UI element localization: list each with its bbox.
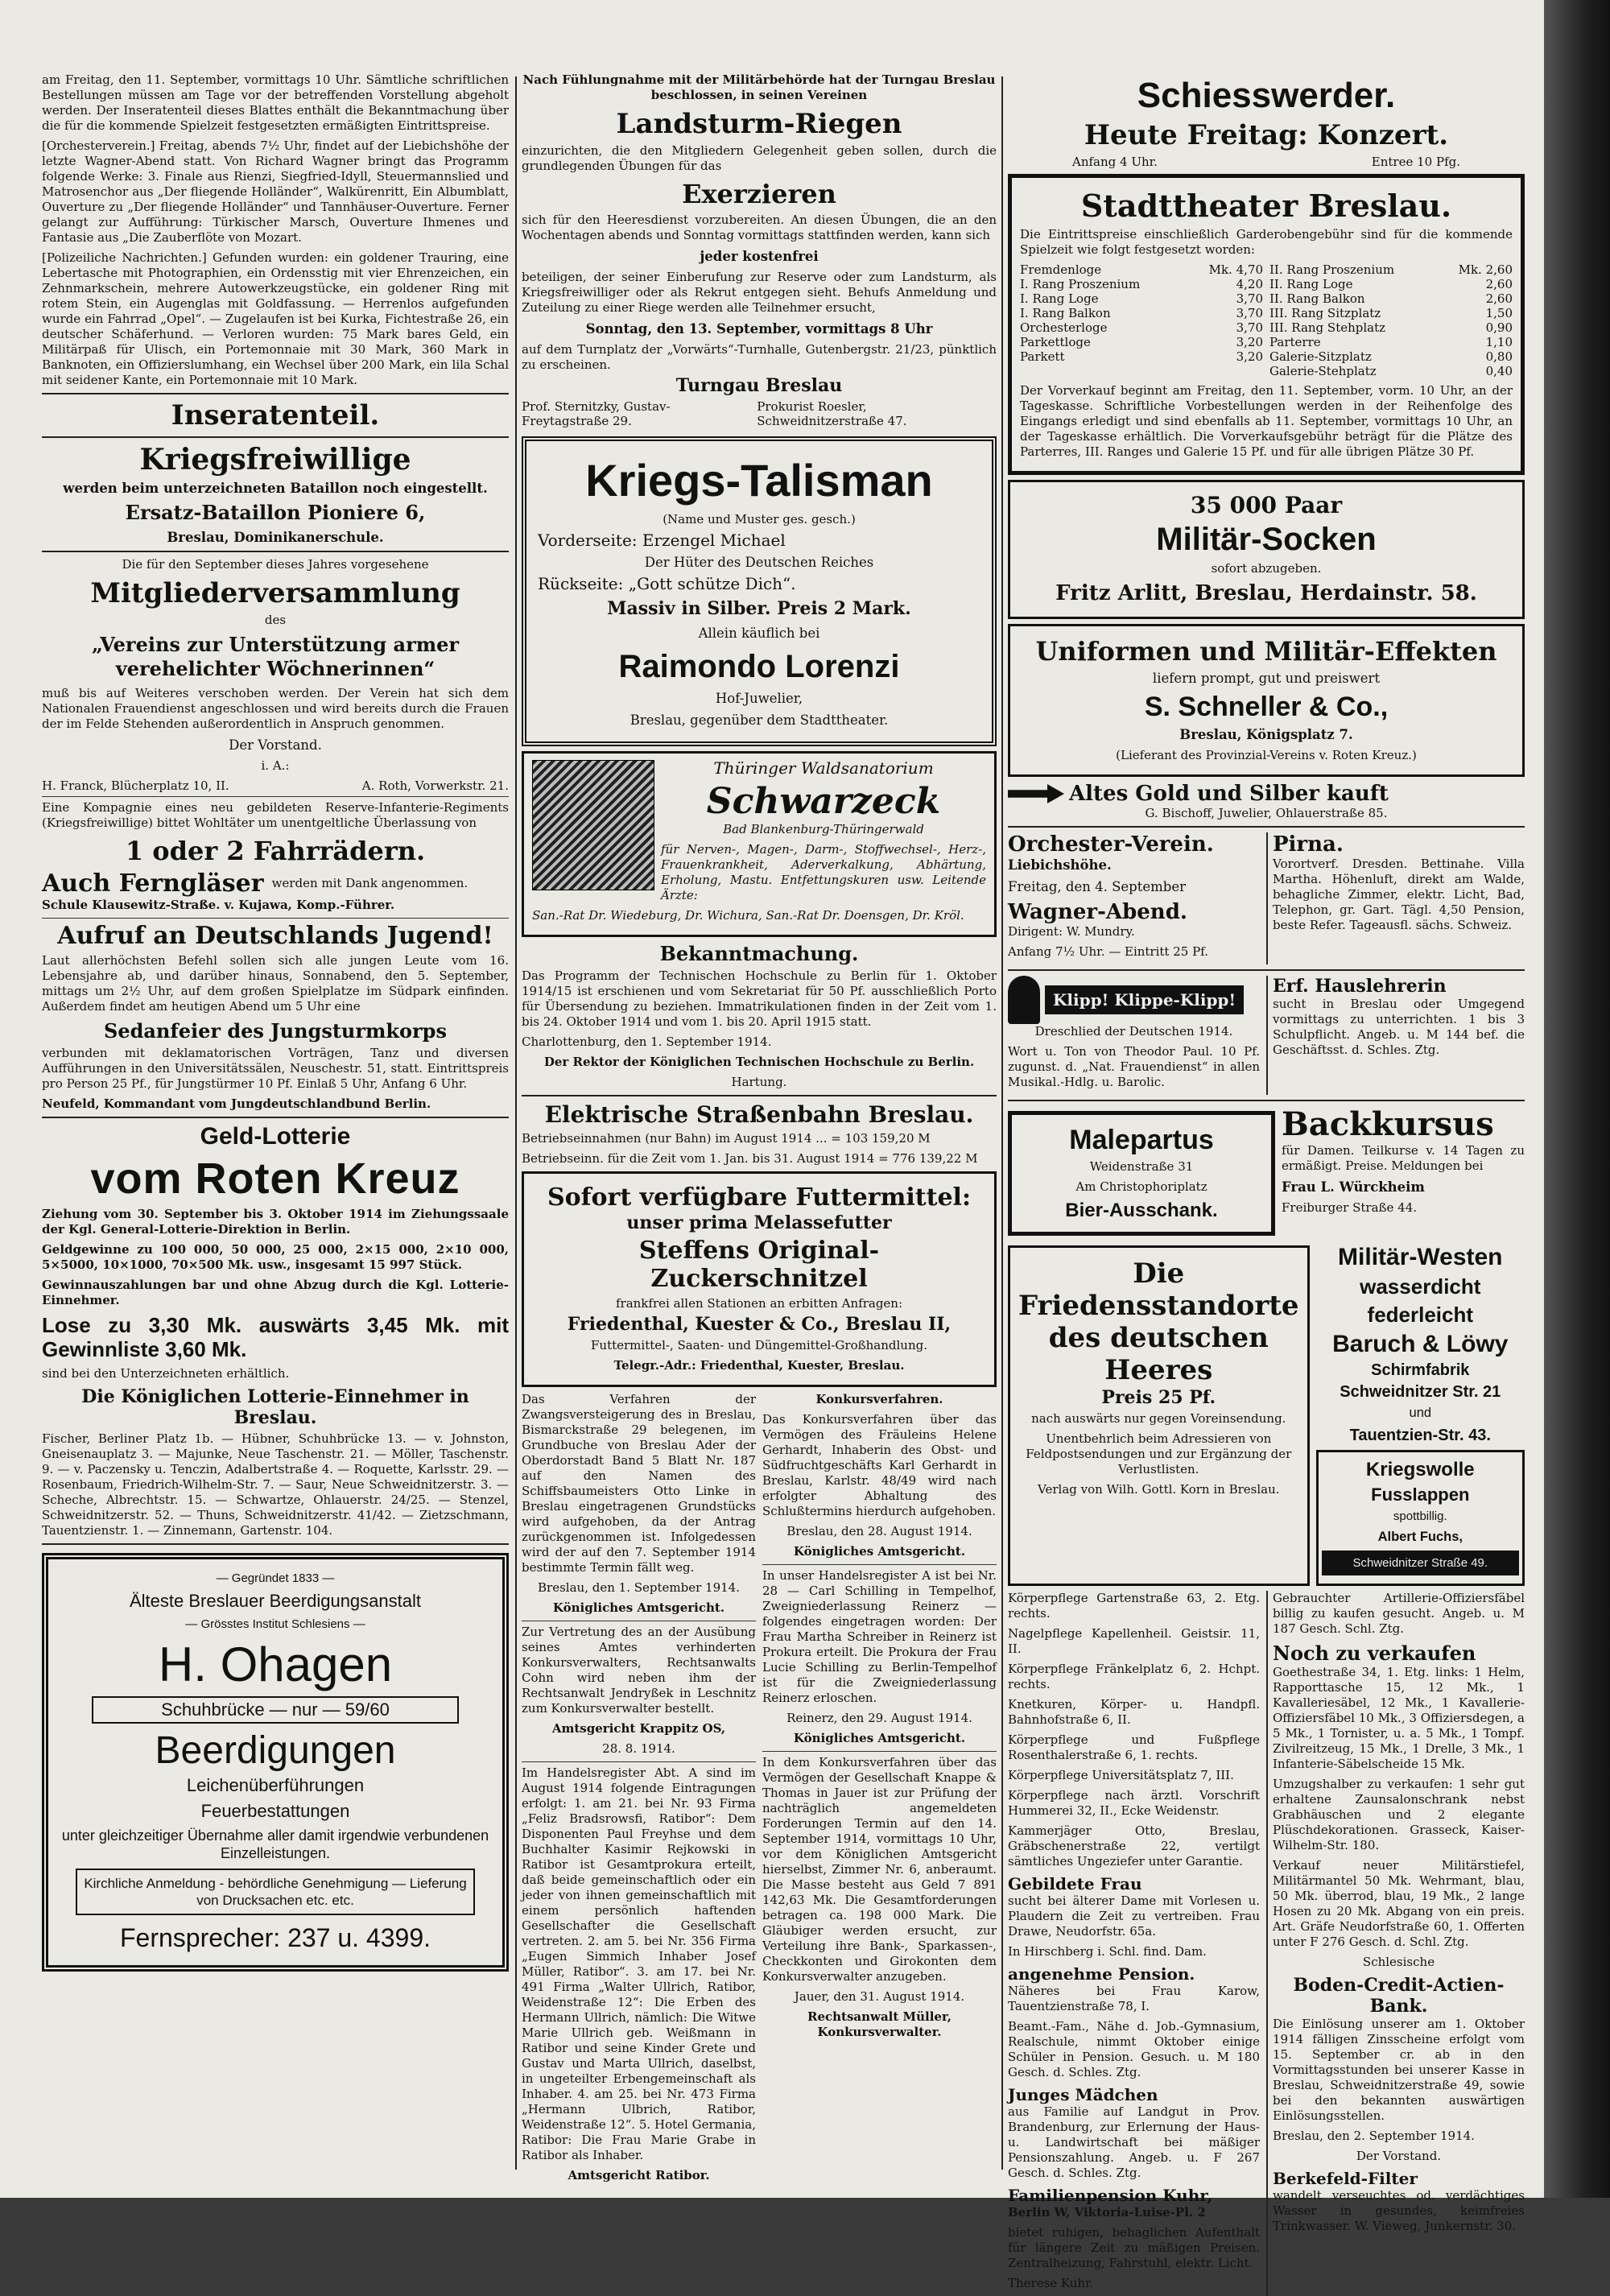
lamp-icon [1008, 976, 1040, 1024]
kompagnie-fernglaeser-note: werden mit Dank angenommen. [271, 876, 469, 890]
familienpension-sig: Therese Kuhr. [1008, 2276, 1094, 2290]
familienpension-addr: Berlin W, Viktoria-Luise-Pl. 2 [1008, 2205, 1206, 2220]
kriegsfreiwillige-line3: Breslau, Dominikanerschule. [167, 530, 384, 545]
talisman-sub: (Name und Muster ges. gesch.) [663, 512, 856, 527]
kompagnie-signature: Schule Klausewitz-Straße. v. Kujawa, Komp.-Führer. [42, 898, 395, 912]
price-label: II. Rang Balkon [1269, 291, 1365, 306]
mv-title: Mitgliederversammlung [90, 577, 460, 609]
kriegswolle-addr: Schweidnitzer Straße 49. [1322, 1551, 1519, 1575]
ohagen-leichen: Leichenüberführungen [186, 1775, 365, 1795]
mv-vorstand: Der Vorstand. [229, 737, 322, 753]
zwangsversteigerung-date: Breslau, den 1. September 1914. [538, 1580, 740, 1595]
konkurs-right-1: Das Konkursverfahren über das Vermögen des Fräuleins Helene Gerhardt, Inhaberin des Obst- und Südfruchtgeschäfts Karl Gerhardt in Breslau, Karlstr. 48/49 wird nach erfolgter Abhaltung des Schlußtermins hierdurch aufgehoben. [762, 1412, 997, 1518]
malepartus-addr: Weidenstraße 31 [1089, 1159, 1194, 1174]
hauslehrerin-title: Erf. Hauslehrerin [1273, 976, 1447, 997]
ohagen-line2: — Grösstes Institut Schlesiens — [185, 1617, 365, 1631]
familienpension-body: bietet ruhigen, behaglichen Aufenthalt für längere Zeit zu mäßigen Preisen. Zentralheizung, Fahrstuhl, elektr. Licht. [1008, 2225, 1260, 2270]
price-value: 3,70 [1236, 320, 1263, 335]
legal-notices [522, 1392, 997, 2188]
turngau-body: sich für den Heeresdienst vorzubereiten. An diesen Übungen, die an den Wochentagen abends und Sonntag vormittags stattfinden werden, kann sich [522, 213, 997, 242]
price-row [1269, 262, 1513, 277]
militaer-westen-und: und [1409, 1406, 1432, 1420]
price-value: 0,90 [1485, 320, 1513, 335]
price-value: 2,60 [1485, 277, 1513, 291]
schwarzeck-name: Schwarzeck [706, 781, 941, 822]
price-row [1269, 306, 1513, 320]
talisman-address: Breslau, gegenüber dem Stadttheater. [630, 712, 889, 728]
bcb-date: Breslau, den 2. September 1914. [1273, 2129, 1475, 2143]
mv-verein: „Vereins zur Unterstützung armer verehelichter Wöchnerinnen“ [91, 633, 460, 680]
ohagen-unter: unter gleichzeitiger Übernahme aller damit irgendwie verbundenen Einzelleistungen. [61, 1827, 489, 1861]
militaer-westen-addr2: Tauentzien-Str. 43. [1349, 1427, 1491, 1444]
konkurs-right-2-date: Jauer, den 31. August 1914. [794, 1989, 965, 2004]
bcb-title: Boden-Credit-Actien-Bank. [1293, 1975, 1505, 2017]
price-label: II. Rang Proszenium [1269, 262, 1395, 277]
price-row [1269, 364, 1513, 378]
bekanntmachung-body: Das Programm der Technischen Hochschule zu Berlin für 1. Oktober 1914/15 ist erschienen und vom Sekretariat für 50 Pf. ausschließlich Porto für Übersendung zu beziehen. Immatrikulationen finden in der Zeit vom 1. bis 24. Oktober 1914 und vom 1. bis 20. April 1915 statt. [522, 968, 997, 1029]
bcb-pre: Schlesische [1362, 1955, 1435, 1969]
uniformen-sub: liefern prompt, gut und preiswert [1152, 671, 1381, 686]
militaer-westen-sub2: federleicht [1367, 1303, 1474, 1327]
socken-line2: Militär-Socken [1156, 522, 1377, 557]
lotterie-ziehung: Ziehung vom 30. September bis 3. Oktober 1914 im Ziehungssaale der Kgl. General-Lotterie-Direktion in Berlin. [42, 1207, 509, 1237]
price-label: I. Rang Balkon [1020, 306, 1111, 320]
futtermittel-body: frankfrei allen Stationen an erbitten Anfragen: [615, 1296, 903, 1311]
price-value: 1,50 [1485, 306, 1513, 320]
price-row [1020, 335, 1263, 349]
koerperpflege-6: Körperpflege nach ärztl. Vorschrift Hummerei 32, II., Ecke Weidenstr. [1008, 1788, 1260, 1818]
price-label: Parterre [1269, 335, 1321, 349]
stadttheater-title: Stadttheater Breslau. [1080, 188, 1452, 224]
price-label: III. Rang Sitzplatz [1269, 306, 1381, 320]
kriegs-talisman-ad [522, 436, 997, 746]
handelsregister-left: Im Handelsregister Abt. A sind im August 1914 folgende Eintragungen erfolgt: 1. am 21. bei Nr. 93 Firma „Feliz Bradsrowsfi, Ratibor“: Dem Disponenten Paul Freyhse und dem Buchhalter Kasimir Rejkowski in Ratibor ist Gesamtprokura erteilt, daß beide gemeinschaftlich oder ein jeder von ihnen gemeinschaftlich mit einem persönlich haftenden Gesellschafter die Gesellschaft vertreten. 2. am 5. bei Nr. 356 Firma „Eugen Simmich Inhaber Josef Müller, Ratibor“. 3. am 17. bei Nr. 491 Firma „Walter Ullrich, Ratibor, Weidenstraße 12“: Die Erben des Hermann Ullrich, nämlich: Die Witwe Marie Ullrich geb. Weißmann in Ratibor und seine Kinder Grete und Gustav und Marta Ullrich, daselbst, in ungeteilter Erbengemeinschaft als Inhaber. 4. am 25. bei Nr. 473 Firma „Hermann Ulbrich, Ratibor, Weidenstraße 12“. 5. Hotel Germania, Ratibor: Die Frau Marie Grabe in Ratibor als Inhaber. [522, 1765, 756, 2162]
kriegswolle-title: Kriegswolle [1365, 1459, 1475, 1480]
turngau-sig-right: Prokurist Roesler, Schweidnitzerstraße 47. [757, 399, 907, 428]
handelsregister-right-court: Königliches Amtsgericht. [793, 1731, 966, 1745]
futtermittel-telegr: Telegr.-Adr.: Friedenthal, Kuester, Breslau. [613, 1358, 905, 1373]
koerperpflege-4: Körperpflege und Fußpflege Rosenthalerstraße 6, 1. rechts. [1008, 1732, 1260, 1762]
lotterie-einnehmer: Die Königlichen Lotterie-Einnehmer in Breslau. [81, 1386, 469, 1428]
malepartus-bier: Bier-Ausschank. [1065, 1200, 1218, 1221]
pointing-hand-icon [1008, 784, 1064, 803]
row-klipp-haus [1008, 976, 1525, 1095]
ohagen-ad [42, 1553, 509, 1972]
pension-title: angenehme Pension. [1008, 1964, 1195, 1984]
konkurs-left: Zur Vertretung des an der Ausübung seines Amtes verhinderten Konkursverwalters, Rechtsanwalts Cohn wird neben ihm der Rechtsanwalt Jendryßek in Leschnitz zum Konkursverwalter bestellt. [522, 1625, 756, 1716]
row-orchester-pirna [1008, 832, 1525, 964]
handelsregister-left-court: Amtsgericht Ratibor. [568, 2168, 710, 2182]
klipp-title: Klipp! Klippe-Klipp! [1045, 985, 1244, 1014]
schwarzeck-thueringer: Thüringer Waldsanatorium [713, 758, 934, 778]
lotterie-lose: Lose zu 3,30 Mk. auswärts 3,45 Mk. mit Gewinnliste 3,60 Mk. [42, 1313, 509, 1361]
uniformen-ad [1008, 624, 1525, 777]
friedensstandorte-verlag: Verlag von Wilh. Gottl. Korn in Breslau. [1038, 1482, 1280, 1497]
turngau-pre: Nach Fühlungnahme mit der Militärbehörde hat der Turngau Breslau beschlossen, in seinen Vereinen [522, 72, 996, 102]
bcb-sig: Der Vorstand. [1356, 2149, 1442, 2163]
turngau-title: Landsturm-Riegen [616, 108, 902, 140]
pirna-title: Pirna. [1273, 832, 1344, 857]
price-row [1020, 320, 1263, 335]
socken-line4: Fritz Arlitt, Breslau, Herdainstr. 58. [1055, 581, 1477, 605]
socken-line1: 35 000 Paar [1190, 492, 1343, 518]
sedanfeier-title: Sedanfeier des Jungsturmkorps [104, 1019, 447, 1043]
mv-signature-1: H. Franck, Blücherplatz 10, II. [42, 778, 229, 793]
konkurs-left-date: 28. 8. 1914. [602, 1741, 675, 1756]
price-value: 3,20 [1236, 349, 1263, 364]
price-value: 3,70 [1236, 291, 1263, 306]
hauslehrerin-body: sucht in Breslau oder Umgegend vormittags zu unterrichten. 1 bis 3 Schulpflicht. Angeb. u. M 144 bef. die Geschäftsst. d. Schles. Ztg. [1273, 997, 1525, 1057]
column-3 [1008, 72, 1525, 2296]
gebildete-frau-title: Gebildete Frau [1008, 1874, 1142, 1893]
schwarzeck-body: für Nerven-, Magen-, Darm-, Stoffwechsel-, Herz-, Frauenkrankheit, Aderverkalkung, Abhärtung, Erholung, Mastu. Entfettungskuren usw. Leitende Ärzte: [661, 842, 986, 902]
bekanntmachung-date: Charlottenburg, den 1. September 1914. [522, 1034, 772, 1049]
strassenbahn-title: Elektrische Straßenbahn Breslau. [544, 1101, 974, 1128]
ohagen-line1: Älteste Breslauer Beerdigungsanstalt [130, 1591, 421, 1611]
konkurs-right-1-date: Breslau, den 28. August 1914. [786, 1524, 972, 1538]
talisman-vorderseite: Vorderseite: Erzengel Michael [538, 531, 786, 550]
stadttheater-body: Der Vorverkauf beginnt am Freitag, den 11. September, vorm. 10 Uhr, an der Tageskasse. Schriftliche Vorbestellungen werden in der Reihenfolge des Eingangs erledigt und sind ebenfalls ab 11. September, vormittags 10 Uhr, an der Tageskasse erhältlich. Die Vorverkaufsgebühr beträgt für die Plätze des Parterres, III. Ranges und Galerie 15 Pf. und für alle übrigen Plätze 30 Pf. [1020, 383, 1513, 459]
koerperpflege-5: Körperpflege Universitätsplatz 7, III. [1008, 1768, 1234, 1782]
talisman-hof: Hof-Juwelier, [715, 691, 803, 706]
intro-text: am Freitag, den 11. September, vormittags 10 Uhr. Sämtliche schriftlichen Bestellungen müssen am Tage vor der betreffenden Vorstellung abgeholt werden. Der Inseratenteil dieses Blattes enthält die Bekanntmachung über die für die kommende Spielzeit festgesetzten ermäßigten Eintrittspreise. [42, 72, 509, 133]
kriegsfreiwillige-line1: werden beim unterzeichneten Bataillon noch eingestellt. [63, 481, 488, 496]
price-value: 3,20 [1236, 335, 1263, 349]
price-row [1020, 291, 1263, 306]
aufruf-title: Aufruf an Deutschlands Jugend! [57, 922, 493, 950]
forest-illustration [532, 760, 654, 890]
schiesswerder-title: Schiesswerder. [1137, 76, 1396, 115]
talisman-hueter: Der Hüter des Deutschen Reiches [644, 555, 874, 570]
sedanfeier-signature: Neufeld, Kommandant vom Jungdeutschlandbund Berlin. [42, 1096, 431, 1111]
backkursus-addr: Freiburger Straße 44. [1282, 1200, 1418, 1215]
price-label: III. Rang Stehplatz [1269, 320, 1386, 335]
koerperpflege-1: Körperpflege Gartenstraße 63, 2. Etg. rechts. [1008, 1591, 1260, 1621]
friedensstandorte-body: Unentbehrlich beim Adressieren von Feldpostsendungen und zur Ergänzung der Verlustlisten. [1026, 1431, 1292, 1476]
prices-right [1269, 262, 1513, 378]
futtermittel-title: Sofort verfügbare Futtermittel: [547, 1183, 972, 1212]
gold-title: Altes Gold und Silber kauft [1069, 782, 1389, 806]
junges-maedchen-body: aus Familie auf Landgut in Prov. Brandenburg, zur Erlernung der Haus- u. Landwirtschaft bei mäßiger Pensionszahlung. Angeb. u. F 267 Gesch. d. Schles. Ztg. [1008, 2104, 1260, 2180]
price-value: 4,20 [1236, 277, 1263, 291]
gold-sub: G. Bischoff, Juwelier, Ohlauerstraße 85. [1145, 806, 1388, 820]
koerperpflege-1b: Nagelpflege Kapellenheil. Geistsir. 11, II. [1008, 1626, 1260, 1656]
price-label: I. Rang Loge [1020, 291, 1099, 306]
lotterie-title-1: Geld-Lotterie [200, 1123, 351, 1150]
gold-ad [1008, 782, 1525, 806]
konkurs-right-2-sig: Rechtsanwalt Müller, Konkursverwalter. [807, 2009, 952, 2039]
talisman-name: Raimondo Lorenzi [618, 649, 900, 684]
row-classifieds [1008, 1591, 1525, 2296]
schwarzeck-doctors: San.-Rat Dr. Wiedeburg, Dr. Wichura, San.-Rat Dr. Doensgen, Dr. Kröl. [532, 908, 964, 923]
kriegswolle-spott: spottbillig. [1393, 1509, 1447, 1523]
klipp-body: Wort u. Ton von Theodor Paul. 10 Pf. zugunst. d. „Nat. Frauendienst“ in allen Musikal.-Hdlg. u. Barolic. [1008, 1044, 1260, 1089]
turngau-place: auf dem Turnplatz der „Vorwärts“-Turnhalle, Gutenbergstr. 21/23, pünktlich zu erscheinen. [522, 342, 997, 372]
price-row [1020, 306, 1263, 320]
price-row [1269, 320, 1513, 335]
umzugshalber: Umzugshalber zu verkaufen: 1 sehr gut erhaltene Zaunsalonschrank nebst Grabhäuschen und 2 elegante Plüschdekorationen. Grasseck, Kaiser-Wilhelm-Str. 180. [1273, 1777, 1525, 1852]
zwangsversteigerung: Das Verfahren der Zwangsversteigerung des in Breslau, Bismarckstraße 29 belegenen, im Grundbuche von Breslau Ader der Oberdorstadt Band 5 Blatt Nr. 187 auf den Namen des Schiffsbaumeisters Otto Linke in Breslau eingetragenen Grundstücks wird aufgehoben, da der Antrag zurückgenommen ist. Infolgedessen wird der auf den 7. September 1914 bestimmte Termin fällt weg. [522, 1392, 756, 1575]
row-male-back [1008, 1106, 1525, 1241]
price-value: 0,40 [1485, 364, 1513, 378]
strassenbahn-line1: Betriebseinnahmen (nur Bahn) im August 1914 ... = 103 159,20 M [522, 1131, 931, 1146]
ov-anfang: Anfang 7½ Uhr. — Eintritt 25 Pf. [1008, 944, 1208, 959]
pension-pre: In Hirschberg i. Schl. find. Dam. [1008, 1944, 1207, 1959]
aufruf-body: Laut allerhöchsten Befehl sollen sich alle jungen Leute vom 16. Lebensjahre ab, und darüber hinaus, Sonnabend, den 5. September, mittags um 2½ Uhr, auf dem großen Spielplatze im Südpark einfinden. Außerdem findet am heutigen Abend um 5 Uhr eine [42, 953, 509, 1014]
price-value: Mk. 4,70 [1208, 262, 1263, 277]
turngau-sig-left: Prof. Sternitzky, Gustav-Freytagstraße 29. [522, 399, 671, 428]
column-2 [522, 72, 997, 2188]
talisman-massiv: Massiv in Silber. Preis 2 Mark. [607, 598, 911, 619]
futtermittel-firm: Friedenthal, Kuester & Co., Breslau II, [567, 1314, 952, 1335]
schwarzeck-ad [522, 751, 997, 937]
ohagen-beerdigungen: Beerdigungen [155, 1729, 396, 1772]
militaer-westen-title: Militär-Westen [1338, 1244, 1503, 1270]
page-gutter [1544, 0, 1610, 2198]
pirna-body: Vorortverf. Dresden. Bettinahe. Villa Martha. Höhenluft, direkt am Walde, behagliche Zimmer, elektr. Licht, Bad, Telephon, gr. Gart. Tägl. 4,50 Pension, beste Refer. Tageausfl. sächs. Schweiz. [1273, 857, 1525, 932]
column-rule-2 [1001, 76, 1003, 2170]
noch-zu-verkaufen-body: Goethestraße 34, 1. Etg. links: 1 Helm, Rapporttasche 15, 12 Mk., 1 Kavalleriesäbel, 12 Mk., 1 Kavallerie-Offiziersfäbel 10 Mk., 3 Offiziersdegen, a 5 Mk., 1 Tornister, u. a. 5 Mk., 1 Tompf. Zivilreitzeug, 15 Mk., 1 Drelle, 3 Mk., 1 Infanterie-Säbelscheide 15 Mk. [1273, 1665, 1525, 1771]
price-row [1020, 349, 1263, 364]
uniformen-note: (Lieferant des Provinzial-Vereins v. Roten Kreuz.) [1116, 748, 1417, 762]
ov-dir: Dirigent: W. Mundry. [1008, 924, 1135, 939]
price-label: I. Rang Proszenium [1020, 277, 1141, 291]
price-value: 0,80 [1485, 349, 1513, 364]
kriegswolle-name: Albert Fuchs, [1377, 1530, 1463, 1544]
friedensstandorte-preis: Preis 25 Pf. [1101, 1387, 1216, 1408]
gebildete-frau-body: sucht bei älterer Dame mit Vorlesen u. Plaudern die Zeit zu vertreiben. Frau Drawe, Neudorfstr. 65a. [1008, 1893, 1260, 1939]
handelsregister-right: In unser Handelsregister A ist bei Nr. 28 — Carl Schilling in Tempelhof, Zweigniederlassung Reinerz — folgendes eingetragen worden: Der Frau Martha Schreiber in Reinerz ist Prokura erteilt. Die Prokura der Frau Lucie Schilling zu Berlin-Tempelhof ist für die Zweigniederlassung Reinerz erloschen. [762, 1568, 997, 1705]
militaer-westen-firm2: Schirmfabrik [1371, 1361, 1470, 1379]
lotterie-title-2: vom Roten Kreuz [90, 1154, 460, 1203]
schiesswerder-heute: Heute Freitag: Konzert. [1084, 119, 1449, 151]
talisman-allein: Allein käuflich bei [698, 626, 820, 641]
backkursus-title: Backkursus [1282, 1105, 1494, 1143]
malepartus-name: Malepartus [1069, 1125, 1214, 1155]
futtermittel-firm2: Futtermittel-, Saaten- und Düngemittel-Großhandlung. [591, 1338, 927, 1352]
stadttheater-intro: Die Eintrittspreise einschließlich Garderobengebühr sind für die kommende Spielzeit wie folgt festgesetzt worden: [1020, 227, 1513, 257]
konkurs-left-court: Amtsgericht Krappitz OS, [551, 1721, 726, 1736]
price-label: Parkettloge [1020, 335, 1091, 349]
price-row [1269, 335, 1513, 349]
price-value: 3,70 [1236, 306, 1263, 320]
polizei-notice: [Polizeiliche Nachrichten.] Gefunden wurden: ein goldener Trauring, eine Lebertasche mit Photographien, ein Ordensstig mit vier Ehrenzeichen, ein Zehnmarkschein, mehrere Autowerkzeugstücke, ein goldener Ring mit rotem Stein, ein Augenglas mit Goldfassung. — Herrenlos aufgefunden wurde ein Fahrrad „Opel“. — Zugelaufen ist bei Kurka, Fichtestraße 26, ein deutscher Schäferhund. — Verloren wurden: 75 Mark bares Geld, ein Militärpaß für Ulisch, ein Portemonnaie mit 30 Mark, 360 Mark in Banknoten, ein Offizierslumhang, ein Wechsel über 200 Mark, ein lila Schal mit seidener Kante, ein Portemonnaie mit 10 Mark. [42, 250, 509, 387]
koerperpflege-3: Knetkuren, Körper- u. Handpfl. Bahnhofstraße 6, II. [1008, 1697, 1260, 1727]
price-label: Orchesterloge [1020, 320, 1108, 335]
koerperpflege-2: Körperpflege Fränkelplatz 6, 2. Hchpt. rechts. [1008, 1662, 1260, 1691]
berkefeld-title: Berkefeld-Filter [1273, 2169, 1418, 2188]
talisman-rueckseite: Rückseite: „Gott schütze Dich“. [538, 574, 796, 593]
lotterie-auszahlung: Gewinnauszahlungen bar und ohne Abzug durch die Kgl. Lotterie-Einnehmer. [42, 1278, 509, 1307]
backkursus-name: Frau L. Würckheim [1282, 1179, 1425, 1195]
beamten-pension: Beamt.-Fam., Nähe d. Job.-Gymnasium, Realschule, nimmt Oktober einige Schüler in Pension. Gesuch. u. M 180 Gesch. d. Schles. Ztg. [1008, 2019, 1260, 2079]
konkurs-right-1-court: Königliches Amtsgericht. [793, 1544, 966, 1559]
konkurs-right-2: In dem Konkursverfahren über das Vermögen der Gesellschaft Knappe & Thomas in Jauer ist zur Prüfung der nachträglich angemeldeten Forderungen Termin auf den 14. September 1914, vormittags 10 Uhr, vor dem Königlichen Amtsgericht hierselbst, Zimmer Nr. 6, anberaumt. Die Masse besteht aus Geld 7 891 142,63 Mk. Die Gesamtforderungen betragen ca. 198 000 Mark. Die Gläubiger werden ersucht, zur Verteilung ihre Bank-, Sparkassen-, Checkkonten und Girokonten dem Konkursverwalter anzugeben. [762, 1755, 997, 1984]
uniformen-title: Uniformen und Militär-Effekten [1035, 636, 1497, 667]
price-label: Fremdenloge [1020, 262, 1102, 277]
bekanntmachung-rektor: Der Rektor der Königlichen Technischen Hochschule zu Berlin. [543, 1055, 975, 1069]
talisman-title: Kriegs-Talisman [585, 455, 933, 506]
ohagen-address: Schuhbrücke — nur — 59/60 [92, 1696, 459, 1724]
bekanntmachung-title: Bekanntmachung. [659, 942, 859, 965]
offizierssaebel: Gebrauchter Artillerie-Offiziersfäbel billig zu kaufen gesucht. Angeb. u. M 187 Gesch. Schl. Ztg. [1273, 1591, 1525, 1636]
futtermittel-sub: unser prima Melassefutter [626, 1212, 892, 1233]
bcb-body: Die Einlösung unserer am 1. Oktober 1914 fälligen Zinsscheine erfolgt vom 15. September cr. ab in den Vormittagsstunden bei unserer Kasse in Breslau, Schweidnitzerstraße 49, sowie bei den bekannten auswärtigen Einlösungsstellen. [1273, 2017, 1525, 2123]
zwangsversteigerung-court: Königliches Amtsgericht. [552, 1600, 725, 1615]
schwarzeck-ort: Bad Blankenburg-Thüringerwald [723, 822, 924, 836]
strassenbahn-line2: Betriebseinn. für die Zeit vom 1. Jan. bis 31. August 1914 = 776 139,22 M [522, 1151, 978, 1166]
junges-maedchen-title: Junges Mädchen [1008, 2085, 1158, 2104]
mv-body: muß bis auf Weiteres verschoben werden. Der Verein hat sich dem Nationalen Frauendienst angeschlossen und wird bereits durch die Frauen der im Felde Stehenden außerordentlich in Anspruch genommen. [42, 686, 509, 731]
ohagen-gegruendet: — Gegründet 1833 — [216, 1571, 335, 1585]
price-label: Galerie-Stehplatz [1269, 364, 1377, 378]
militaer-westen-sub1: wasserdicht [1360, 1274, 1481, 1299]
kammerjaeger: Kammerjäger Otto, Breslau, Gräbschenerstraße 22, vertilgt sämtliches Ungeziefer unter Garantie. [1008, 1823, 1260, 1869]
militaer-westen-firm: Baruch & Löwy [1332, 1331, 1509, 1357]
friedensstandorte-note: nach auswärts nur gegen Voreinsendung. [1031, 1411, 1286, 1426]
inseratenteil-heading: Inseratenteil. [171, 399, 380, 432]
ohagen-name: H. Ohagen [158, 1637, 393, 1691]
uniformen-addr: Breslau, Königsplatz 7. [1179, 727, 1353, 742]
price-value: 1,10 [1485, 335, 1513, 349]
ohagen-kirchlich: Kirchliche Anmeldung - behördliche Genehmigung — Lieferung von Drucksachen etc. etc. [76, 1869, 475, 1915]
turngau-jeder: jeder kostenfrei [700, 249, 819, 264]
price-value: Mk. 2,60 [1458, 262, 1513, 277]
mv-signature-2: A. Roth, Vorwerkstr. 21. [361, 778, 509, 793]
price-label: II. Rang Loge [1269, 277, 1353, 291]
klipp-sub: Dreschlied der Deutschen 1914. [1034, 1024, 1233, 1039]
ohagen-fernsprecher: Fernsprecher: 237 u. 4399. [119, 1923, 431, 1952]
stadttheater-ad [1008, 174, 1525, 475]
turngau-mid: einzurichten, die den Mitgliedern Gelegenheit geben sollen, durch die grundlegenden Übungen für das [522, 143, 997, 173]
berkefeld-body: wandelt verseuchtes od. verdächtiges Wasser in gesundes, keimfreies Trinkwasser. W. Vieweg, Junkernstr. 30. [1273, 2188, 1525, 2233]
price-label: Galerie-Sitzplatz [1269, 349, 1372, 364]
mv-des: des [264, 613, 287, 627]
futtermittel-ad [522, 1171, 997, 1387]
price-row [1020, 262, 1263, 277]
ohagen-feuer: Feuerbestattungen [200, 1801, 350, 1821]
ov-date: Freitag, den 4. September [1008, 879, 1186, 894]
mv-ia: i. A.: [261, 758, 290, 773]
turngau-exerzieren: Exerzieren [682, 179, 836, 209]
kriegswolle-sub: Fusslappen [1371, 1485, 1470, 1505]
turngau-signature: Turngau Breslau [675, 375, 843, 396]
orchesterverein-notice: [Orchesterverein.] Freitag, abends 7½ Uhr, findet auf der Liebichshöhe der letzte Wagner-Abend statt. Von Richard Wagner bringt das Programm folgende Werke: 3. Finale aus Rienzi, Siegfried-Idyll, Steuermannslied und Matrosenchor aus „Der fliegende Holländer“, Walkürenritt, Ein Albumblatt, Ouverture zu „Der fliegende Holländer“ und Tannhäuser-Ouverture. Ferner gelangt zur Aufführung: Türkischer Marsch, Ouverture Ihmenes und Fantasie aus „Die Zauberflöte von Mozart. [42, 138, 509, 245]
turngau-body2: beteiligen, der seiner Einberufung zur Reserve oder zum Landsturm, als Kriegsfreiwilliger oder als Rekrut entgegen sieht. Behufs Anmeldung und Zuteilung zu einer Riege werden alle Teilnehmer ersucht, [522, 270, 997, 315]
pension-body: Näheres bei Frau Karow, Tauentzienstraße 78, I. [1008, 1984, 1260, 2013]
stadttheater-prices [1020, 262, 1513, 378]
column-rule-1 [515, 76, 517, 2170]
lotterie-names: Fischer, Berliner Platz 1b. — Hübner, Schuhbrücke 13. — v. Johnston, Gneisenauplatz 3. — Majunke, Neue Taschenstr. 21. — Möller, Taschenstr. 9. — v. Paczensky u. Tenczin, Adalbertstraße 4. — Roquette, Karlsstr. 29. — Rosenbaum, Friedrich-Wilhelm-Str. 7. — Saur, Neue Schweidnitzerstr. 3. — Scheche, Albrechtstr. 15. — Schwartze, Ohlauerstr. 24/25. — Stenzel, Schweidnitzerstr. 52. — Thuns, Schweidnitzerstr. 41/42. — Zietzschmann, Tauentzienstr. 1. — Zinnemann, Gartenstr. 104. [42, 1431, 509, 1538]
price-row [1269, 291, 1513, 306]
kriegsfreiwillige-title: Kriegsfreiwillige [139, 443, 411, 477]
price-row [1020, 277, 1263, 291]
kompagnie-big: 1 oder 2 Fahrrädern. [125, 836, 426, 866]
socken-line3: sofort abzugeben. [1211, 561, 1322, 576]
militaermantel: Verkauf neuer Militärstiefel, Militärmantel 50 Mk. Wehrmant, blau, 50 Mk. überrod, blau, 19 Mk., 2 lange Hosen zu 20 Mk. Abgang von ein preis. Art. Gräfe Neudorfstraße 60, 1. Offerten unter F 276 Gesch. d. Schl. Ztg. [1273, 1858, 1525, 1949]
konkurs-right-title: Konkursverfahren. [815, 1392, 943, 1406]
uniformen-name: S. Schneller & Co., [1144, 692, 1389, 722]
kompagnie-fernglaeser: Auch Ferngläser [42, 869, 264, 898]
militaer-westen-addr1: Schweidnitzer Str. 21 [1340, 1383, 1501, 1401]
malepartus-sub: Am Christophoriplatz [1075, 1179, 1208, 1194]
familienpension-title: Familienpension Kuhr, [1008, 2186, 1213, 2205]
prices-left [1020, 262, 1263, 378]
column-1 [42, 72, 509, 1976]
turngau-sonntag: Sonntag, den 13. September, vormittags 8 Uhr [585, 321, 933, 337]
bekanntmachung-sig: Hartung. [731, 1075, 787, 1089]
ov-title: Orchester-Verein. [1008, 832, 1214, 857]
lotterie-note: sind bei den Unterzeichneten erhältlich. [42, 1366, 290, 1381]
friedensstandorte-title: Die Friedensstandorte des deutschen Heeres [1018, 1257, 1299, 1386]
lotterie-gewinne: Geldgewinne zu 100 000, 50 000, 25 000, 2×15 000, 2×10 000, 5×5000, 10×1000, 70×500 Mk. usw., insgesamt 15 997 Stück. [42, 1242, 509, 1272]
noch-zu-verkaufen-title: Noch zu verkaufen [1273, 1641, 1476, 1665]
price-row [1269, 349, 1513, 364]
socken-ad [1008, 480, 1525, 619]
backkursus-body: für Damen. Teilkurse v. 14 Tagen zu ermäßigt. Preise. Meldungen bei [1282, 1143, 1525, 1173]
schiesswerder-anfang: Anfang 4 Uhr. [1072, 155, 1158, 169]
kriegsfreiwillige-line2: Ersatz-Bataillon Pioniere 6, [125, 501, 426, 524]
price-label: Parkett [1020, 349, 1065, 364]
sedanfeier-body: verbunden mit deklamatorischen Vorträgen, Tanz und diversen Aufführungen in den Universitätssälen, Neuschestr. 51, statt. Eintrittspreis pro Person 25 Pf., für Jungstürmer 10 Pf. Einlaß 5 Uhr, Anfang 6 Uhr. [42, 1046, 509, 1091]
ov-sub: Liebichshöhe. [1008, 857, 1112, 873]
ov-big: Wagner-Abend. [1008, 900, 1187, 924]
futtermittel-name: Steffens Original-Zuckerschnitzel [638, 1237, 880, 1293]
price-value: 2,60 [1485, 291, 1513, 306]
price-row [1269, 277, 1513, 291]
schiesswerder-entree: Entree 10 Pfg. [1371, 155, 1460, 169]
row-fried-mil [1008, 1241, 1525, 1591]
handelsregister-right-date: Reinerz, den 29. August 1914. [786, 1711, 972, 1725]
mv-pre: Die für den September dieses Jahres vorgesehene [122, 557, 429, 572]
kompagnie-body: Eine Kompagnie eines neu gebildeten Reserve-Infanterie-Regiments (Kriegsfreiwillige) bittet Wohltäter um unentgeltliche Überlassung von [42, 800, 509, 830]
